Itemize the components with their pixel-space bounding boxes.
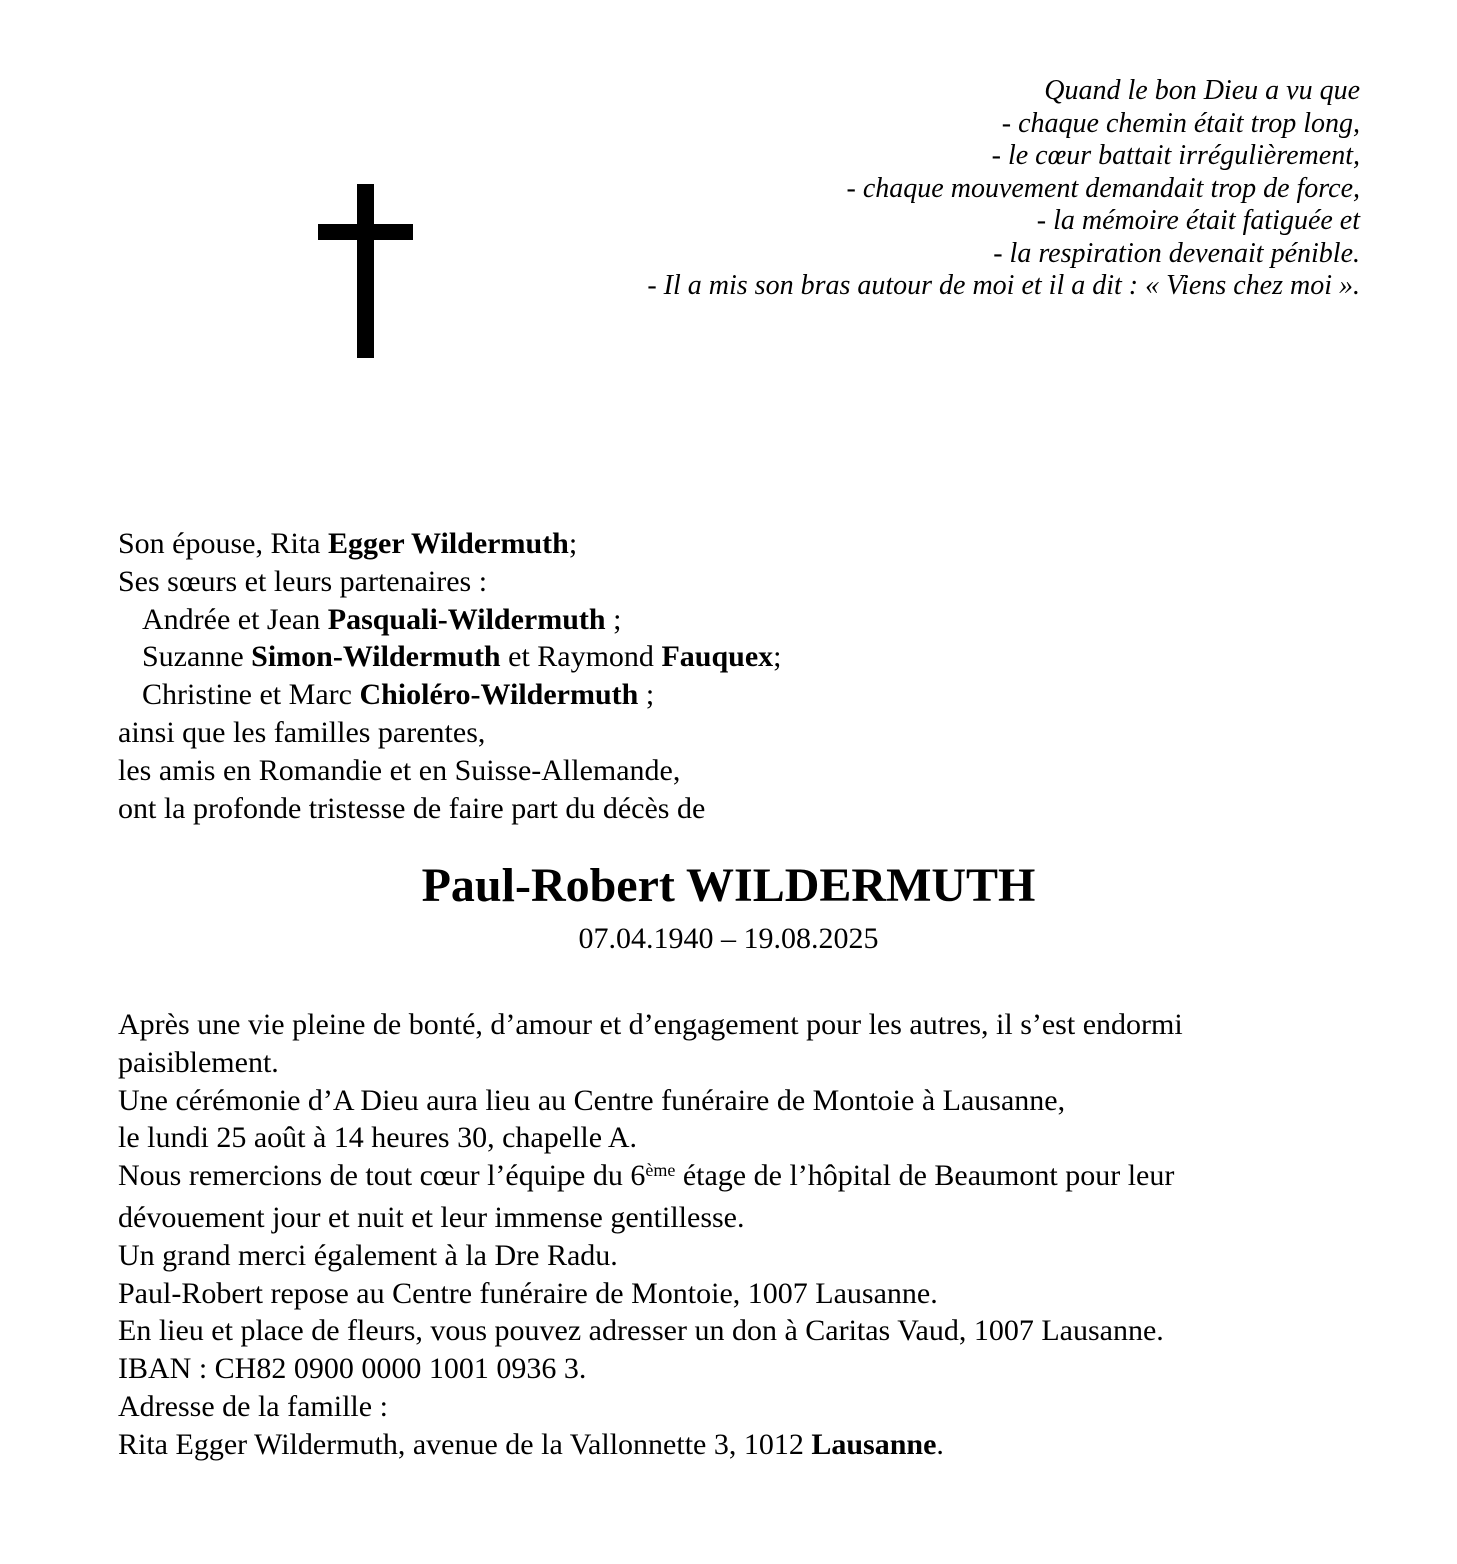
surname-bold: Simon-Wildermuth: [251, 640, 501, 674]
poem-line: [647, 75, 1360, 108]
body-line: [118, 1044, 1183, 1082]
cross-vertical-bar: [357, 184, 374, 358]
text-segment: - la respiration devenait pénible.: [993, 237, 1360, 269]
family-line: [118, 525, 781, 563]
text-segment: Adresse de la famille :: [118, 1389, 388, 1423]
text-segment: le lundi 25 août à 14 heures 30, chapelle A.: [118, 1121, 638, 1155]
text-segment: ont la profonde tristesse de faire part du décès de: [118, 791, 706, 825]
body-line: [118, 1082, 1183, 1120]
text-segment: Paul-Robert repose au Centre funéraire de Montoie, 1007 Lausanne.: [118, 1276, 938, 1310]
text-segment: - la mémoire était fatiguée et: [1036, 205, 1360, 236]
body-line: [118, 1312, 1183, 1350]
text-segment: dévouement jour et nuit et leur immense gentillesse.: [118, 1200, 745, 1234]
surname-bold: Pasquali-Wildermuth: [327, 602, 606, 636]
memorial-poem: [647, 75, 1360, 303]
text-segment: ;: [568, 527, 578, 560]
text-segment: - chaque mouvement demandait trop de force,: [846, 172, 1360, 204]
latin-cross-icon: [318, 184, 413, 358]
surname-bold: Lausanne: [811, 1427, 937, 1461]
family-line: [118, 790, 781, 828]
text-segment: Nous remercions de tout cœur l’équipe du 6: [118, 1159, 646, 1193]
body-line: [118, 1119, 1183, 1157]
text-segment: paisiblement.: [118, 1045, 279, 1079]
text-segment: Christine et Marc: [142, 678, 360, 712]
poem-line: [647, 238, 1360, 271]
text-segment: les amis en Romandie et en Suisse-Allemande,: [118, 753, 681, 787]
body-line: [118, 1275, 1183, 1313]
text-segment: - le cœur battait irrégulièrement,: [991, 140, 1360, 171]
text-segment: Une cérémonie d’A Dieu aura lieu au Centre funéraire de Montoie à Lausanne,: [118, 1083, 1066, 1117]
body-line: [118, 1388, 1183, 1426]
surname-bold: Fauquex: [661, 640, 774, 674]
deceased-name: Paul-Robert WILDERMUTH: [421, 859, 1036, 912]
text-segment: ;: [605, 602, 622, 636]
family-line: [118, 638, 781, 676]
body-line: [118, 1006, 1183, 1044]
poem-line: [647, 108, 1360, 141]
text-segment: - Il a mis son bras autour de moi et il a dit : « Viens chez moi ».: [647, 270, 1360, 301]
poem-line: [647, 140, 1360, 173]
text-segment: - chaque chemin était trop long,: [1001, 107, 1360, 139]
text-segment: Andrée et Jean: [142, 602, 328, 636]
cross-horizontal-bar: [318, 224, 413, 240]
text-segment: ainsi que les familles parentes,: [118, 715, 486, 749]
text-segment: étage de l’hôpital de Beaumont pour leur: [675, 1159, 1175, 1193]
text-segment: Après une vie pleine de bonté, d’amour et d’engagement pour les autres, il s’est endormi: [118, 1008, 1183, 1041]
text-segment: Son épouse, Rita: [118, 527, 328, 560]
family-block: [118, 525, 781, 827]
poem-line: [647, 173, 1360, 206]
text-segment: .: [936, 1427, 944, 1461]
poem-line: [647, 205, 1360, 238]
deceased-dates: 07.04.1940 – 19.08.2025: [578, 922, 879, 955]
body-line: [118, 1426, 1183, 1464]
body-line: [118, 1237, 1183, 1275]
text-segment: ;: [773, 640, 782, 674]
ordinal-suffix: ème: [645, 1160, 676, 1181]
text-segment: IBAN : CH82 0900 0000 1001 0936 3.: [118, 1352, 587, 1386]
surname-bold: Chioléro-Wildermuth: [359, 678, 639, 712]
text-segment: Rita Egger Wildermuth, avenue de la Vallonnette 3, 1012: [118, 1427, 812, 1461]
text-segment: Un grand merci également à la Dre Radu.: [118, 1238, 618, 1272]
family-line: [118, 752, 781, 790]
text-segment: Quand le bon Dieu a vu que: [1044, 75, 1360, 106]
family-line: [118, 601, 781, 639]
family-line: [118, 563, 781, 601]
family-line: [118, 714, 781, 752]
body-line: [118, 1350, 1183, 1388]
surname-bold: Egger Wildermuth: [328, 527, 569, 560]
text-segment: Ses sœurs et leurs partenaires :: [118, 564, 488, 598]
text-segment: Suzanne: [142, 640, 252, 674]
text-segment: En lieu et place de fleurs, vous pouvez adresser un don à Caritas Vaud, 1007 Lausanne.: [118, 1314, 1164, 1348]
poem-line: [647, 270, 1360, 303]
body-line: [118, 1199, 1183, 1237]
announcement-body: [118, 1006, 1183, 1464]
body-line: [118, 1157, 1183, 1199]
family-line: [118, 676, 781, 714]
text-segment: et Raymond: [500, 640, 662, 674]
text-segment: ;: [638, 678, 655, 712]
